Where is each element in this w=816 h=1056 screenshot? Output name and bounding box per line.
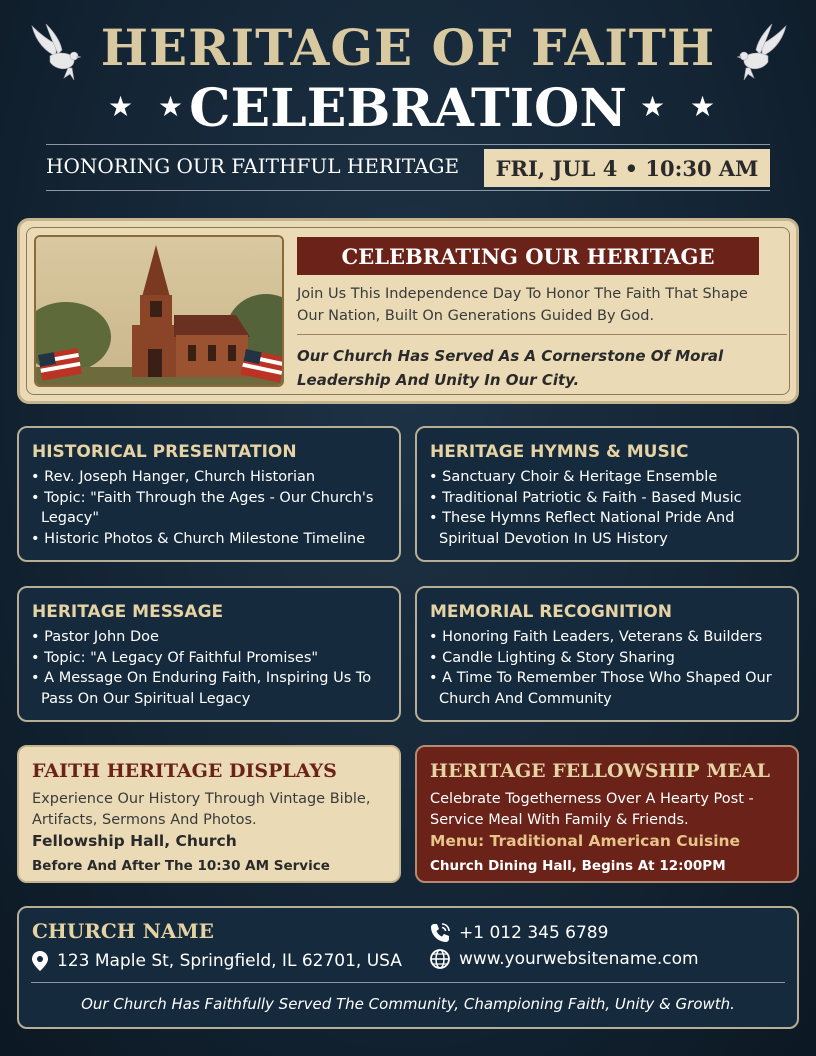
- star-icon-left: ★ ★: [108, 90, 192, 123]
- footer-divider: [31, 982, 785, 983]
- footer-tagline: Our Church Has Faithfully Served The Community, Championing Faith, Unity & Growth.: [81, 995, 735, 1013]
- website-link[interactable]: www.yourwebsitename.com: [459, 949, 699, 969]
- star-icon-right: ★ ★: [640, 90, 724, 123]
- intro-divider: [297, 334, 787, 335]
- website-row: [429, 948, 699, 970]
- card-memorial-recognition: [415, 586, 799, 722]
- header-divider-bottom: [46, 190, 770, 191]
- date-time-badge: FRI, JUL 4 • 10:30 AM: [484, 149, 770, 187]
- title-line-2: CELEBRATION: [189, 78, 627, 139]
- card-title: MEMORIAL RECOGNITION: [430, 602, 672, 622]
- title-line-1: HERITAGE OF FAITH: [100, 18, 716, 77]
- card-heritage-hymns: [415, 426, 799, 562]
- address-row: [31, 950, 402, 972]
- displays-title: FAITH HERITAGE DISPLAYS: [32, 760, 337, 782]
- card-historical-presentation: [17, 426, 401, 562]
- list-item: • Topic: "A Legacy Of Faithful Promises": [31, 648, 391, 669]
- church-illustration: [34, 235, 284, 387]
- footer-panel: [17, 906, 799, 1029]
- meal-menu: Menu: Traditional American Cuisine: [430, 832, 741, 850]
- intro-text: Join Us This Independence Day To Honor The Faith That Shape Our Nation, Built On Generations Guided By God.: [297, 286, 748, 324]
- displays-text: Experience Our History Through Vintage Bible, Artifacts, Sermons And Photos.: [32, 791, 371, 828]
- list-item: • Rev. Joseph Hanger, Church Historian: [31, 467, 391, 488]
- globe-icon: [429, 948, 451, 970]
- list-item: • Historic Photos & Church Milestone Timeline: [31, 529, 391, 550]
- phone-row: [429, 922, 608, 944]
- header-divider-top: [46, 144, 770, 145]
- intro-emphasis: Our Church Has Served As A Cornerstone Of Moral Leadership And Unity In Our City.: [297, 347, 724, 389]
- card-title: HERITAGE MESSAGE: [32, 602, 224, 622]
- subtitle: HONORING OUR FAITHFUL HERITAGE: [46, 154, 460, 178]
- displays-location: Fellowship Hall, Church: [32, 832, 237, 850]
- church-name: CHURCH NAME: [32, 919, 214, 943]
- displays-time: Before And After The 10:30 AM Service: [32, 858, 330, 874]
- list-item: • A Time To Remember Those Who Shaped Our Church And Community: [429, 668, 789, 709]
- card-fellowship-meal: [415, 745, 799, 883]
- address: 123 Maple St, Springfield, IL 62701, USA: [57, 951, 402, 971]
- list-item: • Traditional Patriotic & Faith - Based Music: [429, 488, 789, 509]
- phone-icon: [429, 922, 451, 944]
- list-item: • Candle Lighting & Story Sharing: [429, 648, 789, 669]
- meal-time: Church Dining Hall, Begins At 12:00PM: [430, 858, 726, 874]
- intro-banner: CELEBRATING OUR HERITAGE: [297, 237, 759, 275]
- phone-number[interactable]: +1 012 345 6789: [459, 923, 609, 943]
- list-item: • Pastor John Doe: [31, 627, 391, 648]
- location-pin-icon: [31, 950, 49, 972]
- list-item: • Honoring Faith Leaders, Veterans & Builders: [429, 627, 789, 648]
- card-faith-heritage-displays: [17, 745, 401, 883]
- meal-text: Celebrate Togetherness Over A Hearty Post - Service Meal With Family & Friends.: [430, 791, 754, 828]
- list-item: • Topic: "Faith Through the Ages - Our Church's Legacy": [31, 488, 391, 529]
- card-title: HERITAGE HYMNS & MUSIC: [430, 442, 689, 462]
- meal-title: HERITAGE FELLOWSHIP MEAL: [430, 760, 770, 782]
- intro-panel: [17, 218, 799, 404]
- card-title: HISTORICAL PRESENTATION: [32, 442, 297, 462]
- list-item: • Sanctuary Choir & Heritage Ensemble: [429, 467, 789, 488]
- list-item: • A Message On Enduring Faith, Inspiring Us To Pass On Our Spiritual Legacy: [31, 668, 391, 709]
- list-item: • These Hymns Reflect National Pride And Spiritual Devotion In US History: [429, 508, 789, 549]
- card-heritage-message: [17, 586, 401, 722]
